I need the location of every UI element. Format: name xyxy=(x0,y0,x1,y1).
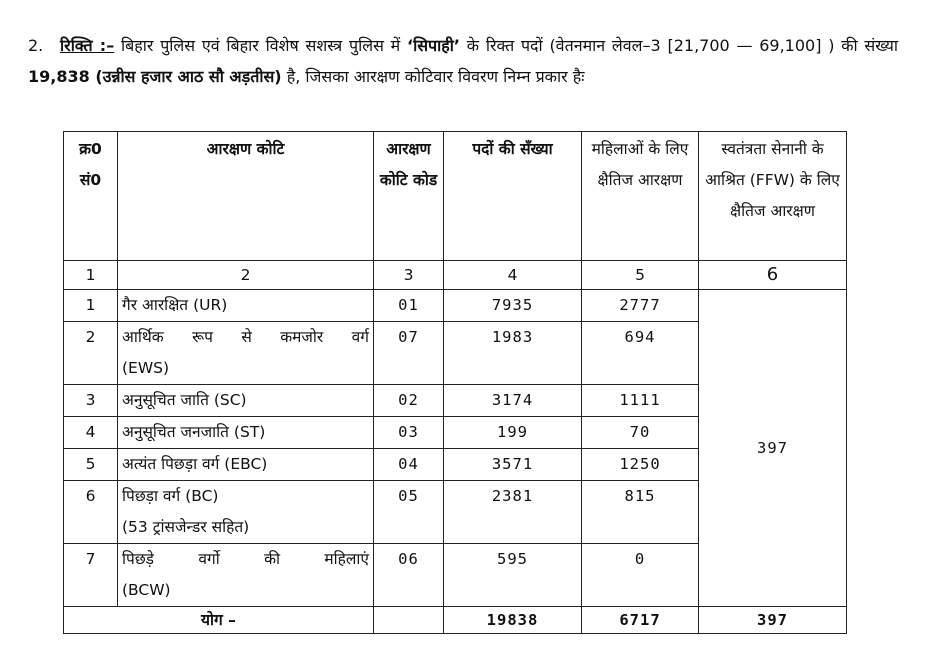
row-posts: 199 xyxy=(444,417,582,449)
row-sno: 3 xyxy=(64,385,118,417)
row-category-subname: (BCW) xyxy=(122,581,171,599)
row-code: 04 xyxy=(374,449,444,481)
section-number: 2. xyxy=(28,36,44,55)
row-women: 1250 xyxy=(582,449,699,481)
header-category: आरक्षण कोटि xyxy=(118,132,374,261)
total-women: 6717 xyxy=(582,607,699,634)
column-index-row xyxy=(64,261,847,290)
intro-text-1: बिहार पुलिस एवं बिहार विशेष सशस्त्र पुलिस में xyxy=(120,36,407,55)
table-row xyxy=(64,290,847,322)
row-code: 03 xyxy=(374,417,444,449)
row-code: 01 xyxy=(374,290,444,322)
row-code: 02 xyxy=(374,385,444,417)
row-category-subname: (EWS) xyxy=(122,359,170,377)
row-posts: 3174 xyxy=(444,385,582,417)
header-women: महिलाओं के लिए क्षैतिज आरक्षण xyxy=(582,132,699,261)
row-sno: 2 xyxy=(64,322,118,385)
header-sno: क्र0 सं0 xyxy=(64,132,118,261)
row-sno: 5 xyxy=(64,449,118,481)
column-index: 2 xyxy=(118,261,374,290)
row-category-name: पिछड़े वर्गो की महिलाएं xyxy=(122,550,369,568)
row-sno: 4 xyxy=(64,417,118,449)
reservation-table xyxy=(63,131,847,634)
total-posts: 19838 xyxy=(444,607,582,634)
total-ffw: 397 xyxy=(699,607,847,634)
row-sno: 7 xyxy=(64,544,118,607)
column-index: 3 xyxy=(374,261,444,290)
row-category-name: अनुसूचित जनजाति (ST) xyxy=(122,423,266,441)
post-name: ‘सिपाही’ xyxy=(407,36,460,55)
row-women: 70 xyxy=(582,417,699,449)
row-category xyxy=(118,481,374,544)
intro-paragraph xyxy=(28,30,898,92)
total-code-blank xyxy=(374,607,444,634)
intro-text-2: के रिक्त पदों (वेतनमान लेवल–3 [21,700 — 69,100] ) की संख्या xyxy=(466,36,898,55)
row-category-subname: (53 ट्रांसजेन्डर सहित) xyxy=(122,518,250,536)
row-posts: 595 xyxy=(444,544,582,607)
row-sno: 1 xyxy=(64,290,118,322)
row-posts: 7935 xyxy=(444,290,582,322)
section-title: रिक्ति :– xyxy=(60,36,115,55)
header-posts: पदों की सँख्या xyxy=(444,132,582,261)
header-ffw: स्वतंत्रता सेनानी के आश्रित (FFW) के लिए क्षैतिज आरक्षण xyxy=(699,132,847,261)
column-index: 6 xyxy=(699,261,847,290)
row-category xyxy=(118,290,374,322)
row-category-name: गैर आरक्षित (UR) xyxy=(122,296,228,314)
row-category-name: अनुसूचित जाति (SC) xyxy=(122,391,247,409)
row-category xyxy=(118,417,374,449)
row-code: 05 xyxy=(374,481,444,544)
total-vacancy-count: 19,838 (उन्नीस हजार आठ सौ अड़तीस) xyxy=(28,67,282,86)
header-code: आरक्षण कोटि कोड xyxy=(374,132,444,261)
row-women: 1111 xyxy=(582,385,699,417)
row-posts: 2381 xyxy=(444,481,582,544)
total-label: योग – xyxy=(64,607,374,634)
row-women: 0 xyxy=(582,544,699,607)
table-header-row xyxy=(64,132,847,261)
row-code: 06 xyxy=(374,544,444,607)
row-category-name: आर्थिक रूप से कमजोर वर्ग xyxy=(122,328,369,346)
row-code: 07 xyxy=(374,322,444,385)
row-category xyxy=(118,322,374,385)
row-category-name: पिछड़ा वर्ग (BC) xyxy=(122,487,219,505)
row-women: 815 xyxy=(582,481,699,544)
row-category-name: अत्यंत पिछड़ा वर्ग (EBC) xyxy=(122,455,268,473)
column-index: 1 xyxy=(64,261,118,290)
row-posts: 1983 xyxy=(444,322,582,385)
total-row xyxy=(64,607,847,634)
row-posts: 3571 xyxy=(444,449,582,481)
row-category xyxy=(118,385,374,417)
ffw-merged-cell: 397 xyxy=(699,290,847,607)
row-women: 694 xyxy=(582,322,699,385)
intro-text-3: है, जिसका आरक्षण कोटिवार विवरण निम्न प्रकार हैः xyxy=(286,67,585,86)
row-category xyxy=(118,449,374,481)
column-index: 5 xyxy=(582,261,699,290)
column-index: 4 xyxy=(444,261,582,290)
row-category xyxy=(118,544,374,607)
row-sno: 6 xyxy=(64,481,118,544)
row-women: 2777 xyxy=(582,290,699,322)
